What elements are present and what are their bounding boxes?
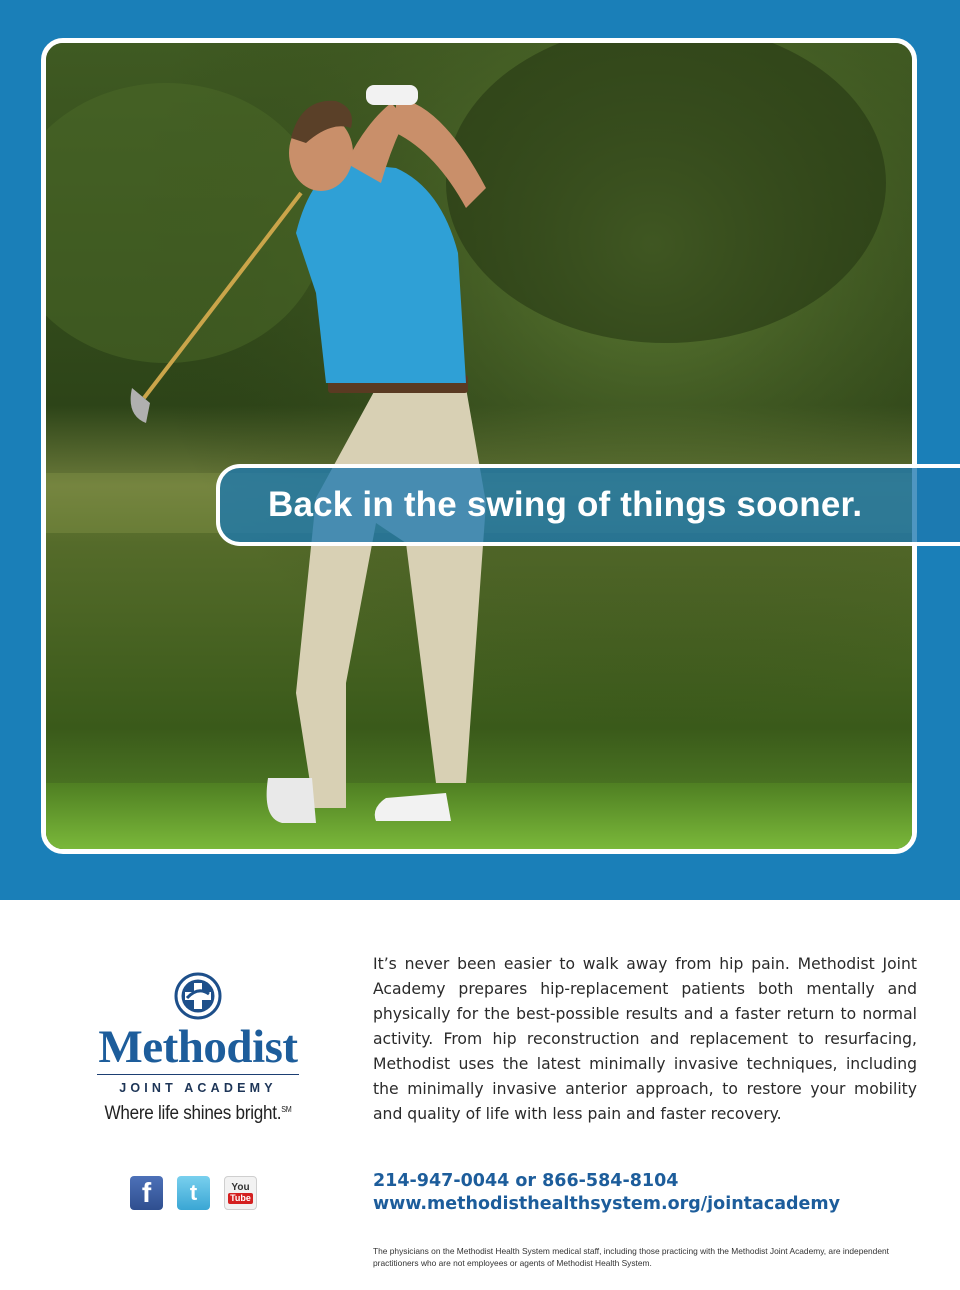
body-paragraph: It’s never been easier to walk away from hip pain. Methodist Joint Academy prepares hip-replacement patients both mentally and physically for the best-possible results and a faster return to normal activity. From hip reconstruction and replacement to resurfacing, Methodist uses the latest minimally invasive techniques, including the minimally invasive anterior approach, to restore your mobility and quality of life with less pain and faster recovery.: [373, 955, 917, 1123]
methodist-emblem-icon: [174, 972, 222, 1020]
headline-banner: [216, 464, 960, 546]
disclaimer: The physicians on the Methodist Health System medical staff, including those practicing with the Methodist Joint Academy, are independent practitioners who are not employees or agents of Methodist Health System.: [373, 1246, 889, 1268]
contact-block: [373, 1170, 933, 1216]
methodist-logo: [92, 972, 304, 1125]
tagline-text: Where life shines bright.: [104, 1103, 282, 1124]
logo-wordmark: Methodist: [98, 1021, 298, 1073]
facebook-glyph: f: [141, 1177, 152, 1208]
facebook-icon[interactable]: [130, 1176, 163, 1210]
youtube-you: You: [231, 1182, 250, 1193]
golfer-photo-illustration: [46, 43, 912, 849]
twitter-icon[interactable]: [177, 1176, 210, 1210]
logo-divider: [97, 1074, 299, 1075]
tagline: [103, 1103, 294, 1125]
logo-subtitle: JOINT ACADEMY: [119, 1081, 277, 1095]
social-links: [130, 1176, 257, 1210]
service-mark: SM: [281, 1105, 292, 1114]
website-link[interactable]: www.methodisthealthsystem.org/jointacademy: [373, 1194, 841, 1214]
phone-numbers[interactable]: 214-947-0044 or 866-584-8104: [373, 1171, 679, 1191]
headline: Back in the swing of things sooner.: [268, 485, 863, 524]
youtube-icon[interactable]: [224, 1176, 257, 1210]
hero-photo: [41, 38, 917, 854]
twitter-glyph: t: [189, 1180, 198, 1205]
youtube-tube: Tube: [230, 1193, 251, 1203]
